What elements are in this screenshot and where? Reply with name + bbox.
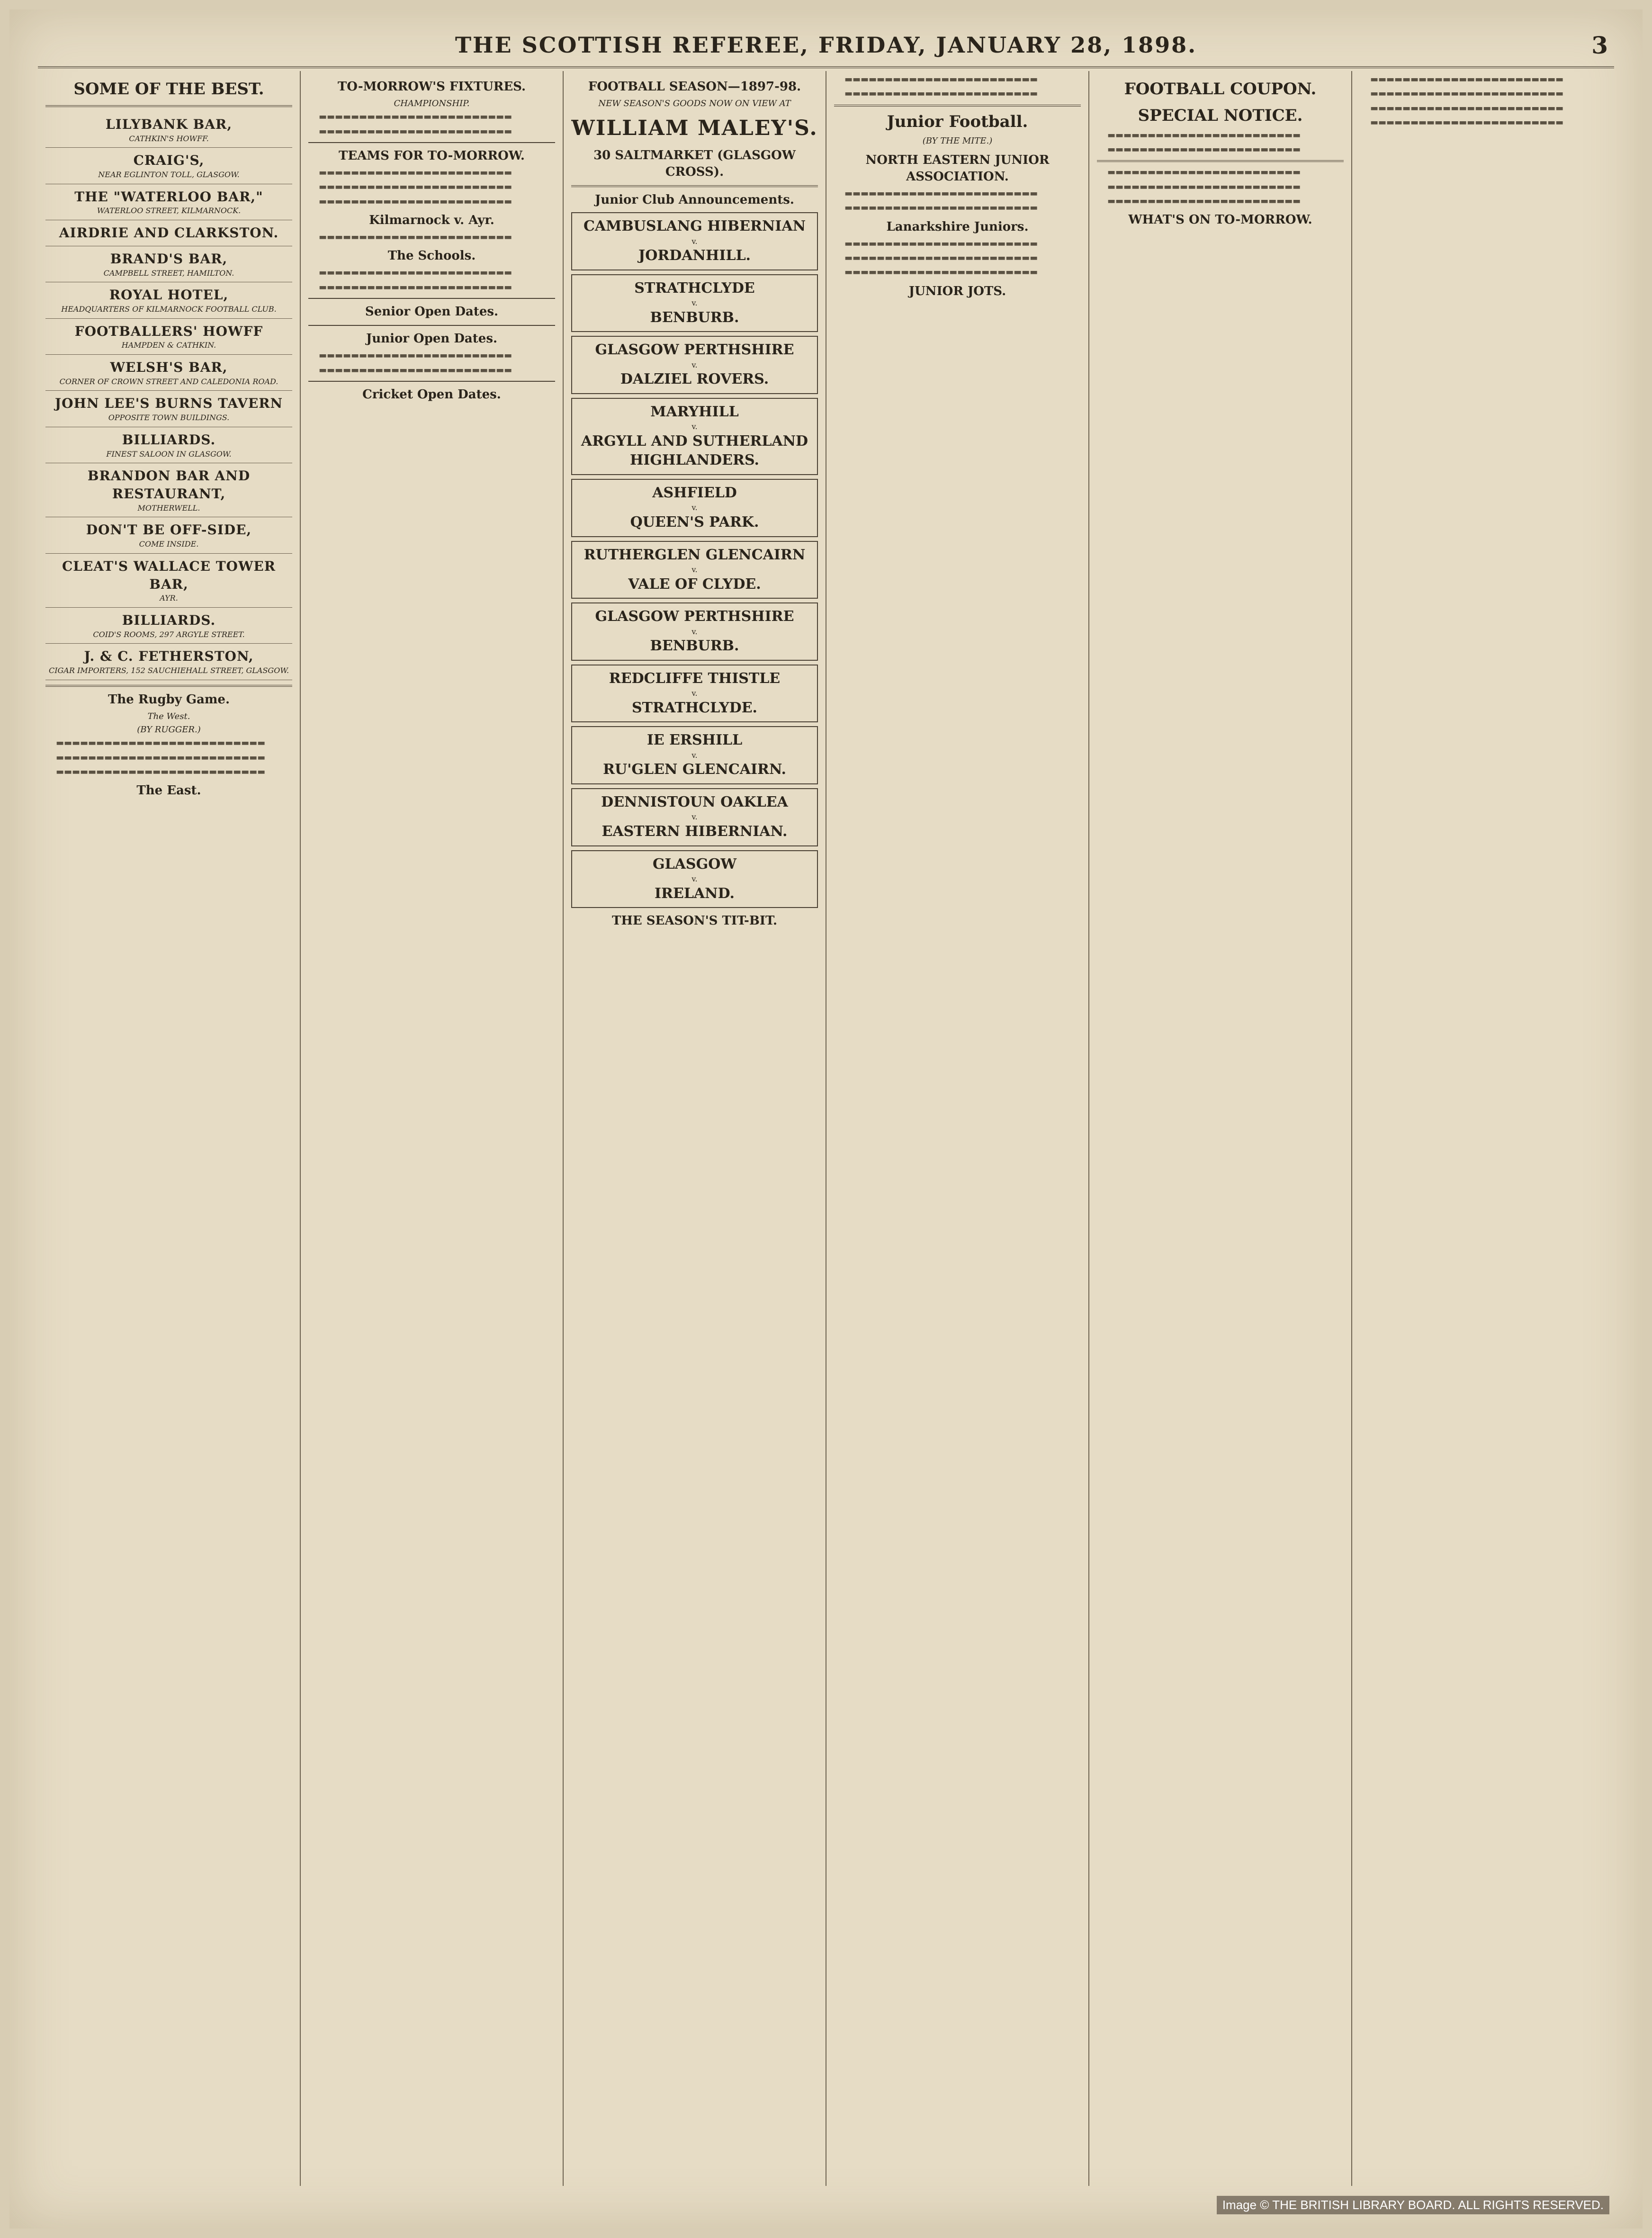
junior-football-byline: (BY THE MITE.) (922, 136, 993, 146)
special-notice-heading: SPECIAL NOTICE. (1138, 106, 1303, 125)
match-away: ARGYLL AND SUTHERLAND HIGHLANDERS. (581, 432, 808, 469)
match-vs: v. (691, 874, 698, 883)
match-ad (571, 602, 818, 661)
match-vs: v. (691, 503, 698, 512)
col1-ad (45, 112, 292, 148)
ad-title: BILLIARDS. (122, 431, 216, 448)
match-ad (571, 479, 818, 537)
ad-subtitle: WATERLOO STREET, KILMARNOCK. (97, 206, 241, 216)
junior-open-heading: Junior Open Dates. (366, 332, 498, 346)
rugby-heading: The Rugby Game. (108, 692, 230, 707)
col1-ad (45, 427, 292, 463)
match-vs: v. (691, 422, 698, 431)
match-ad (571, 788, 818, 846)
ad-subtitle: CAMPBELL STREET, HAMILTON. (103, 268, 234, 278)
match-away: VALE OF CLYDE. (628, 575, 761, 593)
ad-title: ROYAL HOTEL, (109, 287, 229, 303)
match-ad (571, 212, 818, 270)
masthead (38, 24, 1614, 68)
ad-title: DON'T BE OFF-SIDE, (86, 522, 252, 538)
col3-ad-list (571, 212, 818, 908)
ad-title: J. & C. FETHERSTON, (84, 648, 254, 665)
match-ad (571, 541, 818, 599)
ad-title: LILYBANK BAR, (105, 116, 233, 132)
match-ad (571, 274, 818, 333)
match-home: GLASGOW PERTHSHIRE (595, 342, 794, 359)
coupon-heading: FOOTBALL COUPON. (1124, 80, 1317, 99)
newspaper-page (9, 9, 1643, 2229)
ad-title: CLEAT'S WALLACE TOWER BAR, (62, 558, 276, 592)
football-season-heading: FOOTBALL SEASON—1897-98. (588, 80, 801, 94)
column-5: FOOTBALL COUPON. SPECIAL NOTICE. ▬▬▬▬▬▬▬▬▬▬▬▬▬▬▬▬▬▬▬▬▬▬▬▬ ▬▬▬▬▬▬▬▬▬▬▬▬▬▬▬▬▬▬▬▬▬▬▬▬ ▬▬▬▬▬▬▬▬▬▬▬▬▬▬▬▬▬▬▬▬▬▬▬▬ ▬▬▬▬▬▬▬▬▬▬▬▬▬▬▬▬▬▬▬▬▬▬▬▬ ▬▬▬▬▬▬▬▬▬▬▬▬▬▬▬▬▬▬▬▬▬▬▬▬ WHAT'S ON TO-MORROW. (1089, 71, 1352, 2186)
junior-club-heading: Junior Club Announcements. (595, 192, 794, 207)
rugby-sub: The West. (147, 711, 190, 721)
results-listing: ▬▬▬▬▬▬▬▬▬▬▬▬▬▬▬▬▬▬▬▬▬▬▬▬ ▬▬▬▬▬▬▬▬▬▬▬▬▬▬▬▬▬▬▬▬▬▬▬▬ ▬▬▬▬▬▬▬▬▬▬▬▬▬▬▬▬▬▬▬▬▬▬▬▬ ▬▬▬▬▬▬▬▬▬▬▬▬▬▬▬▬▬▬▬▬▬▬▬▬ (1370, 74, 1564, 127)
ad-subtitle: COME INSIDE. (139, 539, 199, 549)
col1-ad (45, 463, 292, 517)
col1-ad (45, 246, 292, 282)
match-away: BENBURB. (650, 309, 739, 326)
ad-title: BRANDON BAR AND RESTAURANT, (87, 468, 251, 502)
maley-name: WILLIAM MALEY'S. (571, 116, 818, 141)
match-ad (571, 336, 818, 394)
match-ad (571, 850, 818, 908)
maley-sub: NEW SEASON'S GOODS NOW ON VIEW AT (598, 99, 791, 109)
fixtures-heading: TO-MORROW'S FIXTURES. (337, 80, 526, 94)
ad-subtitle: MOTHERWELL. (137, 503, 200, 512)
match-home: MARYHILL (650, 403, 739, 420)
junior-jots-heading: JUNIOR JOTS. (908, 284, 1006, 298)
columns (38, 71, 1614, 2186)
match-vs: v. (691, 565, 698, 575)
match-away: IRELAND. (654, 885, 735, 902)
ad-subtitle: COID'S ROOMS, 297 ARGYLE STREET. (93, 629, 245, 639)
match-vs: v. (691, 750, 698, 760)
match-home: GLASGOW PERTHSHIRE (595, 608, 794, 625)
match-home: RUTHERGLEN GLENCAIRN (584, 546, 806, 563)
col1-ad (45, 554, 292, 608)
ad-subtitle: NEAR EGLINTON TOLL, GLASGOW. (98, 170, 240, 180)
column-4: ▬▬▬▬▬▬▬▬▬▬▬▬▬▬▬▬▬▬▬▬▬▬▬▬ ▬▬▬▬▬▬▬▬▬▬▬▬▬▬▬▬▬▬▬▬▬▬▬▬ Junior Football. (BY THE MITE.) NORTH EASTERN JUNIOR ASSOCIATION. ▬▬▬▬▬▬▬▬▬▬▬▬▬▬▬▬▬▬▬▬▬▬▬▬ ▬▬▬▬▬▬▬▬▬▬▬▬▬▬▬▬▬▬▬▬▬▬▬▬ Lanarkshire Juniors. ▬▬▬▬▬▬▬▬▬▬▬▬▬▬▬▬▬▬▬▬▬▬▬▬ ▬▬▬▬▬▬▬▬▬▬▬▬▬▬▬▬▬▬▬▬▬▬▬▬ ▬▬▬▬▬▬▬▬▬▬▬▬▬▬▬▬▬▬▬▬▬▬▬▬ JUNIOR JOTS. (826, 71, 1089, 2186)
match-away: DALZIEL ROVERS. (620, 371, 769, 388)
match-ad (571, 726, 818, 784)
match-away: JORDANHILL. (638, 247, 751, 264)
ad-subtitle: CIGAR IMPORTERS, 152 SAUCHIEHALL STREET, GLASGOW. (48, 666, 289, 675)
col1-heading: SOME OF THE BEST. (73, 80, 264, 99)
match-home: ASHFIELD (652, 484, 737, 501)
match-away: RU'GLEN GLENCAIRN. (603, 761, 786, 778)
match-vs: v. (691, 236, 698, 246)
ad-title: FOOTBALLERS' HOWFF (74, 323, 263, 339)
col1-ad (45, 391, 292, 427)
col1-ad (45, 282, 292, 318)
image-credit: Image © THE BRITISH LIBRARY BOARD. ALL RIGHTS RESERVED. (1217, 2196, 1609, 2214)
match-home: IE ERSHILL (646, 732, 743, 749)
schools-heading: The Schools. (387, 249, 476, 263)
match-away: QUEEN'S PARK. (630, 514, 759, 531)
ad-title: BRAND'S BAR, (110, 251, 228, 267)
column-3 (564, 71, 826, 2186)
page-number: 3 (1591, 31, 1609, 59)
col1-ad (45, 220, 292, 246)
junior-football-heading: Junior Football. (887, 112, 1028, 131)
ad-title: BILLIARDS. (122, 612, 216, 628)
col1-ad (45, 148, 292, 184)
ad-subtitle: HAMPDEN & CATHKIN. (121, 341, 216, 350)
ad-subtitle: AYR. (160, 593, 178, 603)
column-1 (38, 71, 301, 2186)
match-away: EASTERN HIBERNIAN. (602, 823, 788, 840)
col1-ad-list (45, 112, 292, 680)
teams-heading: TEAMS FOR TO-MORROW. (339, 148, 525, 163)
ad-title: JOHN LEE'S BURNS TAVERN (54, 395, 283, 412)
col1-ad (45, 184, 292, 220)
match-vs: v. (691, 627, 698, 636)
rugby-byline: (BY RUGGER.) (137, 725, 201, 735)
match-away: STRATHCLYDE. (631, 699, 758, 716)
match-vs: v. (691, 689, 698, 698)
match-ad (571, 665, 818, 723)
east-heading: The East. (136, 783, 201, 798)
match-vs: v. (691, 360, 698, 369)
ad-title: CRAIG'S, (133, 153, 205, 169)
ad-title: AIRDRIE AND CLARKSTON. (59, 225, 279, 241)
masthead-title: THE SCOTTISH REFEREE, FRIDAY, JANUARY 28, 1898. (455, 32, 1197, 58)
col1-ad (45, 319, 292, 355)
cricket-open-heading: Cricket Open Dates. (362, 387, 501, 402)
match-vs: v. (691, 812, 698, 822)
ad-subtitle: OPPOSITE TOWN BUILDINGS. (108, 413, 230, 422)
match-home: STRATHCLYDE (634, 279, 755, 297)
ad-subtitle: CATHKIN'S HOWFF. (129, 134, 209, 143)
col1-ad (45, 644, 292, 680)
match-home: GLASGOW (652, 855, 737, 872)
ad-subtitle: CORNER OF CROWN STREET AND CALEDONIA ROAD. (59, 377, 278, 386)
north-eastern-heading: NORTH EASTERN JUNIOR ASSOCIATION. (865, 153, 1050, 184)
whats-on-heading: WHAT'S ON TO-MORROW. (1128, 213, 1312, 227)
rugby-body: ▬▬▬▬▬▬▬▬▬▬▬▬▬▬▬▬▬▬▬▬▬▬▬▬▬▬ ▬▬▬▬▬▬▬▬▬▬▬▬▬▬▬▬▬▬▬▬▬▬▬▬▬▬ ▬▬▬▬▬▬▬▬▬▬▬▬▬▬▬▬▬▬▬▬▬▬▬▬▬▬ (56, 738, 266, 777)
lanarkshire-heading: Lanarkshire Juniors. (886, 219, 1029, 234)
match-ad (571, 398, 818, 475)
col1-ad (45, 355, 292, 391)
maley-address: 30 SALTMARKET (GLASGOW CROSS). (593, 148, 796, 179)
ad-subtitle: HEADQUARTERS OF KILMARNOCK FOOTBALL CLUB. (61, 305, 277, 314)
match-home: DENNISTOUN OAKLEA (601, 793, 788, 810)
kilmarnock-heading: Kilmarnock v. Ayr. (369, 213, 494, 227)
col1-ad (45, 517, 292, 553)
match-home: REDCLIFFE THISTLE (609, 670, 781, 687)
column-2: TO-MORROW'S FIXTURES. CHAMPIONSHIP. ▬▬▬▬▬▬▬▬▬▬▬▬▬▬▬▬▬▬▬▬▬▬▬▬ ▬▬▬▬▬▬▬▬▬▬▬▬▬▬▬▬▬▬▬▬▬▬▬▬ TEAMS FOR TO-MORROW. ▬▬▬▬▬▬▬▬▬▬▬▬▬▬▬▬▬▬▬▬▬▬▬▬ ▬▬▬▬▬▬▬▬▬▬▬▬▬▬▬▬▬▬▬▬▬▬▬▬ ▬▬▬▬▬▬▬▬▬▬▬▬▬▬▬▬▬▬▬▬▬▬▬▬ Kilmarnock v. Ayr. ▬▬▬▬▬▬▬▬▬▬▬▬▬▬▬▬▬▬▬▬▬▬▬▬ The Schools. ▬▬▬▬▬▬▬▬▬▬▬▬▬▬▬▬▬▬▬▬▬▬▬▬ ▬▬▬▬▬▬▬▬▬▬▬▬▬▬▬▬▬▬▬▬▬▬▬▬ Senior Open Dates. Junior Open Dates. ▬▬▬▬▬▬▬▬▬▬▬▬▬▬▬▬▬▬▬▬▬▬▬▬ ▬▬▬▬▬▬▬▬▬▬▬▬▬▬▬▬▬▬▬▬▬▬▬▬ Cricket Open Dates. (301, 71, 564, 2186)
match-home: CAMBUSLANG HIBERNIAN (583, 218, 806, 235)
ad-title: WELSH'S BAR, (110, 360, 228, 376)
fixtures-sub: CHAMPIONSHIP. (394, 99, 470, 109)
titbit-heading: THE SEASON'S TIT-BIT. (611, 914, 778, 928)
ad-title: THE "WATERLOO BAR," (74, 189, 263, 205)
ad-subtitle: FINEST SALOON IN GLASGOW. (106, 449, 232, 458)
senior-open-heading: Senior Open Dates. (365, 305, 499, 319)
col1-ad (45, 608, 292, 644)
column-6 (1352, 71, 1614, 2186)
match-away: BENBURB. (650, 638, 739, 655)
match-vs: v. (691, 298, 698, 308)
